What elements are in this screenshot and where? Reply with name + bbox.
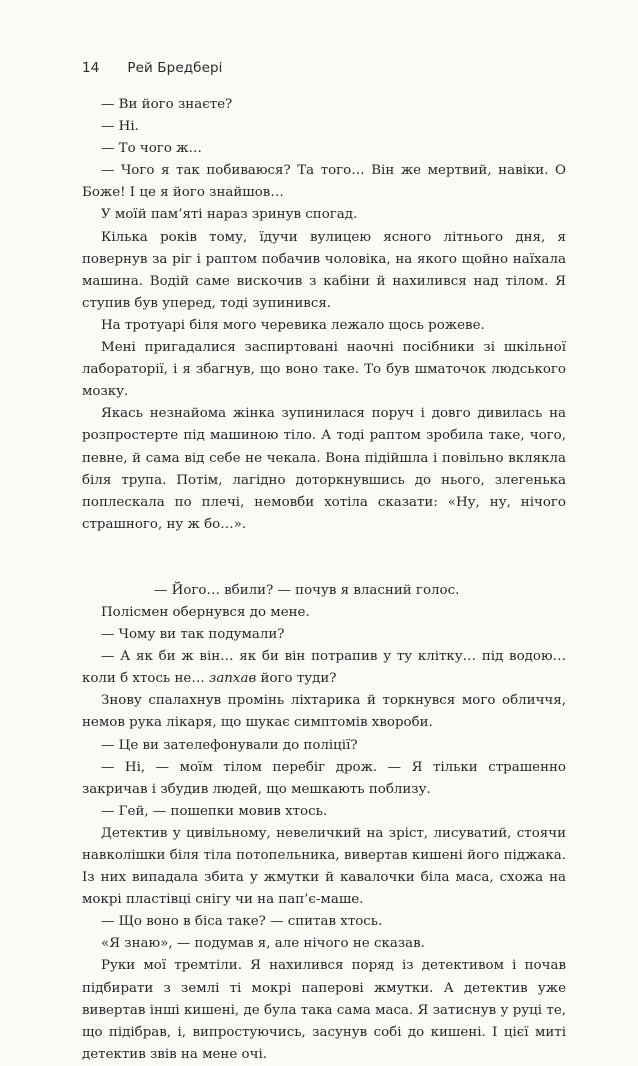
emphasis-word: запхав: [209, 671, 257, 687]
paragraph-text: — А як би ж він… як би він потрапив у ту клітку… під водою… коли б хтось не…: [82, 649, 566, 687]
page-number: 14: [82, 60, 100, 76]
paragraph: — То чого ж…: [101, 141, 202, 157]
paragraph: Полісмен обернувся до мене.: [101, 604, 310, 620]
paragraph: — Ви його знаєте?: [101, 97, 233, 112]
paragraph: Мені пригадалися заспиртовані наочні посібники зі шкільної лабораторії, і я збагнув, що воно таке. То був шматочок людського мозку.: [82, 340, 566, 400]
paragraph: У моїй пам’яті нараз зринув спогад.: [101, 207, 358, 223]
body-text: [82, 94, 566, 1066]
section-break: [82, 536, 566, 580]
running-head: [82, 60, 223, 76]
paragraph: Детектив у цивільному, невеличкий на зріст, лисуватий, стоячи навколішки біля тіла потопельника, вивертав кишені його піджака. Із них випадала збита у жмутки й кавалочки біла маса, схожа на мокрі пластівці снігу чи на пап’є-маше.: [82, 825, 566, 908]
paragraph: — Що воно в біса таке? — спитав хтось.: [101, 914, 383, 930]
paragraph: Кілька років тому, їдучи вулицею ясного літнього дня, я повернув за ріг і раптом побачив чоловіка, на якого щойно наїхала машина. Водій саме вискочив з кабіни й нахилився над тілом. Я ступив був уперед, тоді зупинився.: [82, 229, 566, 311]
author-name: Рей Бредбері: [127, 60, 223, 76]
paragraph: Руки мої тремтіли. Я нахилився поряд із детективом і почав підбирати з землі ті мокрі паперові жмутки. А детектив уже вивертав інші кишені, де була така сама маса. Я затиснув у руці те, що підібрав, і, випростуючись, засунув собі до кишені. І цієї миті детектив звів на мене очі.: [82, 958, 566, 1062]
paragraph: [82, 646, 566, 690]
section-first-line: — Його… вбили? — почув я власний голос.: [154, 582, 460, 598]
paragraph: Знову спалахнув промінь ліхтарика й торкнувся мого обличчя, немов рука лікаря, що шукає симптомів хвороби.: [82, 693, 566, 731]
paragraph: — Ні, — моїм тілом перебіг дрож. — Я тільки страшенно закричав і збудив людей, що мешкають поблизу.: [82, 759, 566, 797]
paragraph: — Це ви зателефонували до поліції?: [101, 737, 358, 753]
paragraph: — Гей, — пошепки мовив хтось.: [101, 803, 328, 819]
paragraph: — Чому ви так подумали?: [101, 627, 285, 643]
paragraph: — Чого я так побиваюся? Та того… Він же мертвий, навіки. О Боже! І це я його знайшов…: [82, 163, 566, 201]
paragraph: На тротуарі біля мого черевика лежало щось рожеве.: [101, 317, 485, 333]
paragraph-text: його туди?: [256, 671, 337, 687]
paragraph: — Ні.: [101, 119, 139, 135]
paragraph: «Я знаю», — подумав я, але нічого не сказав.: [101, 936, 425, 952]
paragraph: Якась незнайома жінка зупинилася поруч і довго дивилась на розпростерте під машиною тіло. А тоді раптом зробила таке, чого, певне, й сама від себе не чекала. Вона підійшла і повільно вклякла біля трупа. Потім, лагідно доторкнувшись до нього, злегенька поплескала по плечі, немовби хотіла сказати: «Ну, ну, нічого страшного, ну ж бо…».: [82, 406, 566, 532]
